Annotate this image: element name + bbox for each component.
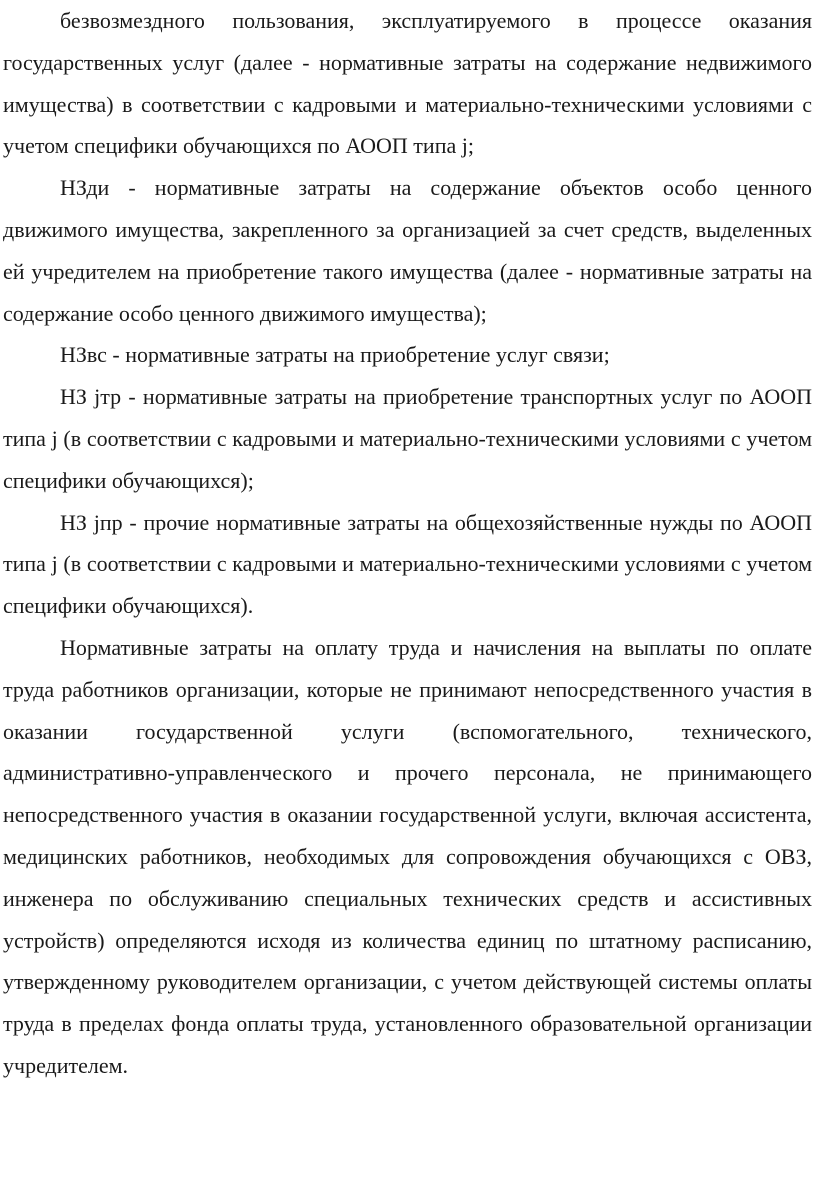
paragraph-nz-jpr: НЗ jпр - прочие нормативные затраты на общехозяйственные нужды по АООП типа j (в соответствии с кадровыми и материально-техническими условиями с учетом специфики обучающихся).	[3, 509, 812, 619]
paragraph-nzdi: НЗди - нормативные затраты на содержание объектов особо ценного движимого имущества, закрепленного за организацией за счет средств, выделенных ей учредителем на приобретение такого имущества (далее - нормативные затраты на содержание особо ценного движимого имущества);	[3, 175, 812, 326]
paragraph-nzvs: НЗвс - нормативные затраты на приобретение услуг связи;	[60, 342, 610, 368]
paragraph-nz-jtr: НЗ jтр - нормативные затраты на приобретение транспортных услуг по АООП типа j (в соответствии с кадровыми и материально-техническими условиями с учетом специфики обучающихся);	[3, 384, 812, 493]
paragraph-labor-costs: Нормативные затраты на оплату труда и начисления на выплаты по оплате труда работников организации, которые не принимают непосредственного участия в оказании государственной услуги (вспомогательного, технического, административно-управленческого и прочего персонала, не принимающего непосредственного участия в оказании государственной услуги, включая ассистента, медицинских работников, необходимых для сопровождения обучающихся с ОВЗ, инженера по обслуживанию специальных технических средств и ассистивных устройств) определяются исходя из количества единиц по штатному расписанию, утвержденному руководителем организации, с учетом действующей системы оплаты труда в пределах фонда оплаты труда, установленного образовательной организации учредителем.	[3, 634, 812, 1078]
paragraph-property-definition: безвозмездного пользования, эксплуатируемого в процессе оказания государственных услуг (далее - нормативные затраты на содержание недвижимого имущества) в соответствии с кадровыми и материально-техническими условиями с учетом специфики обучающихся по АООП типа j;	[3, 8, 812, 159]
